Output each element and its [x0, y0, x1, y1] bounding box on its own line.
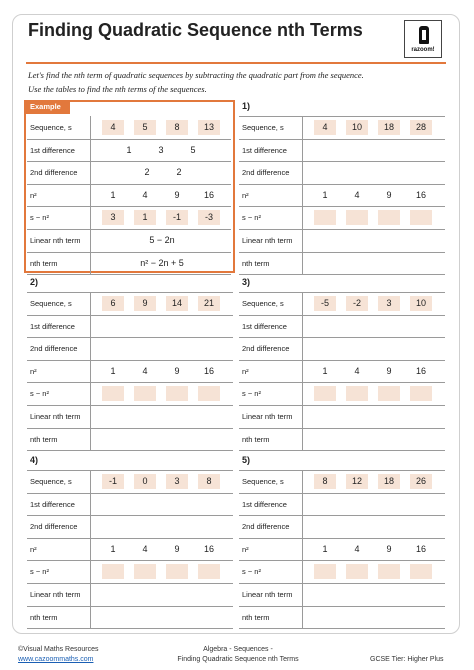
question-2-n-squared-cell: 16: [203, 365, 214, 376]
example-first-diff-value: 1: [126, 144, 132, 155]
question-5-row-divider: [239, 606, 445, 607]
example-sequence-cell: 13: [198, 120, 220, 135]
footer-topic-line1: Algebra - Sequences -: [203, 646, 273, 653]
example-row-divider: [27, 161, 231, 162]
question-2-row-divider: [27, 360, 233, 361]
question-4-s-minus-n-squared-answer-box[interactable]: [198, 564, 220, 579]
question-4-row-label-linear: Linear nth term: [30, 590, 81, 599]
question-4-row-divider: [27, 583, 233, 584]
question-1-n-squared-cell: 9: [386, 189, 392, 200]
footer-copyright: ©Visual Maths Resources: [18, 646, 99, 653]
intro-line-2: Use the tables to find the nth terms of the sequences.: [28, 84, 207, 94]
question-5-row-divider: [239, 470, 445, 471]
question-3-row-divider: [239, 360, 445, 361]
example-second-diff-value: 2: [176, 167, 182, 178]
question-3-s-minus-n-squared-answer-box[interactable]: [314, 386, 336, 401]
question-4-row-divider: [27, 515, 233, 516]
question-3-row-divider: [239, 337, 445, 338]
example-first-diff-value: 5: [190, 144, 196, 155]
footer-topic-line2: Finding Quadratic Sequence nth Terms: [177, 656, 299, 663]
question-4-row-label-s_minus_n2: s − n²: [30, 567, 49, 577]
question-3-row-divider: [239, 405, 445, 406]
question-1-row-label-sequence: Sequence, s: [242, 123, 284, 132]
question-3-n-squared-cell: 4: [354, 365, 360, 376]
question-1-row-divider: [239, 229, 445, 230]
question-3-row-divider: [239, 428, 445, 429]
question-2-row-divider: [27, 315, 233, 316]
question-1-s-minus-n-squared-answer-box[interactable]: [346, 210, 368, 225]
example-s-minus-n-squared-cell: -3: [198, 210, 220, 225]
example-s-minus-n-squared-cell: 3: [102, 210, 124, 225]
question-5-s-minus-n-squared-answer-box[interactable]: [346, 564, 368, 579]
question-4-s-minus-n-squared-answer-box[interactable]: [102, 564, 124, 579]
question-1-row-divider: [239, 116, 445, 117]
example-row-label-s_minus_n2: s − n²: [30, 213, 49, 223]
question-2-column-divider: [90, 292, 91, 450]
question-2-n-squared-cell: 4: [142, 365, 148, 376]
question-2-s-minus-n-squared-answer-box[interactable]: [102, 386, 124, 401]
question-2-sequence-cell: 9: [134, 296, 156, 311]
question-1-sequence-cell: 4: [314, 120, 336, 135]
question-4-row-label-nth: nth term: [30, 612, 58, 622]
example-sequence-cell: 8: [166, 120, 188, 135]
example-row-divider: [27, 229, 231, 230]
question-2-row-divider: [27, 337, 233, 338]
question-3-row-label-s_minus_n2: s − n²: [242, 389, 261, 399]
question-5-row-divider: [239, 583, 445, 584]
question-3-row-divider: [239, 450, 445, 451]
question-1-sequence-cell: 18: [378, 120, 400, 135]
question-1-row-label-second_diff: 2nd difference: [242, 168, 290, 178]
example-row-divider: [27, 274, 231, 275]
question-5-s-minus-n-squared-answer-box[interactable]: [410, 564, 432, 579]
question-2-sequence-cell: 6: [102, 296, 124, 311]
example-tag: Example: [24, 100, 70, 114]
question-5-s-minus-n-squared-answer-box[interactable]: [314, 564, 336, 579]
question-3-row-label-second_diff: 2nd difference: [242, 344, 290, 354]
question-5-label: 5): [242, 455, 251, 465]
question-5-row-label-nth: nth term: [242, 612, 270, 622]
question-5-sequence-cell: 18: [378, 474, 400, 489]
question-2-row-divider: [27, 382, 233, 383]
example-sequence-cell: 4: [102, 120, 124, 135]
footer-website[interactable]: [18, 656, 93, 663]
question-3-row-label-n2: n²: [242, 366, 249, 376]
question-5-row-label-sequence: Sequence, s: [242, 477, 284, 486]
question-1-n-squared-cell: 1: [322, 189, 328, 200]
question-5-column-divider: [302, 470, 303, 628]
question-1-row-divider: [239, 252, 445, 253]
question-1-column-divider: [302, 116, 303, 274]
question-4-sequence-cell: 3: [166, 474, 188, 489]
question-4-row-divider: [27, 493, 233, 494]
question-4-label: 4): [30, 455, 39, 465]
question-2-row-label-second_diff: 2nd difference: [30, 344, 78, 354]
question-1-s-minus-n-squared-answer-box[interactable]: [410, 210, 432, 225]
example-row-label-nth: nth term: [30, 258, 58, 268]
question-1-n-squared-cell: 4: [354, 189, 360, 200]
question-4-s-minus-n-squared-answer-box[interactable]: [134, 564, 156, 579]
question-4-n-squared-cell: 4: [142, 543, 148, 554]
question-3-row-divider: [239, 382, 445, 383]
question-1-s-minus-n-squared-answer-box[interactable]: [314, 210, 336, 225]
example-s-minus-n-squared-cell: 1: [134, 210, 156, 225]
question-1-row-divider: [239, 139, 445, 140]
question-3-sequence-cell: 10: [410, 296, 432, 311]
question-5-sequence-cell: 26: [410, 474, 432, 489]
question-2-label: 2): [30, 277, 39, 287]
question-1-sequence-cell: 28: [410, 120, 432, 135]
example-row-label-second_diff: 2nd difference: [30, 168, 78, 178]
example-row-label-linear: Linear nth term: [30, 236, 81, 245]
example-row-divider: [27, 139, 231, 140]
question-5-n-squared-cell: 16: [415, 543, 426, 554]
question-3-s-minus-n-squared-answer-box[interactable]: [378, 386, 400, 401]
question-3-row-label-first_diff: 1st difference: [242, 321, 287, 331]
example-linear-term: 5 − 2n: [149, 235, 175, 245]
question-2-row-label-sequence: Sequence, s: [30, 299, 72, 308]
question-4-row-divider: [27, 628, 233, 629]
example-row-label-first_diff: 1st difference: [30, 145, 75, 155]
footer-tier: GCSE Tier: Higher Plus: [370, 656, 444, 663]
question-3-s-minus-n-squared-answer-box[interactable]: [346, 386, 368, 401]
question-1-row-divider: [239, 161, 445, 162]
question-4-row-divider: [27, 538, 233, 539]
question-1-row-label-first_diff: 1st difference: [242, 145, 287, 155]
question-4-row-divider: [27, 606, 233, 607]
question-2-sequence-cell: 14: [166, 296, 188, 311]
question-5-row-divider: [239, 515, 445, 516]
example-n-squared-cell: 4: [142, 189, 148, 200]
question-1-sequence-cell: 10: [346, 120, 368, 135]
question-1-row-label-n2: n²: [242, 190, 249, 200]
question-4-n-squared-cell: 1: [110, 543, 116, 554]
question-5-row-label-s_minus_n2: s − n²: [242, 567, 261, 577]
question-3-sequence-cell: -5: [314, 296, 336, 311]
example-nth-term: n² − 2n + 5: [140, 257, 184, 268]
example-sequence-cell: 5: [134, 120, 156, 135]
question-2-row-divider: [27, 428, 233, 429]
question-1-label: 1): [242, 101, 251, 111]
question-2-row-label-n2: n²: [30, 366, 37, 376]
question-2-row-label-linear: Linear nth term: [30, 412, 81, 421]
question-4-row-label-n2: n²: [30, 544, 37, 554]
question-1-row-label-nth: nth term: [242, 258, 270, 268]
question-2-row-divider: [27, 405, 233, 406]
question-3-label: 3): [242, 277, 251, 287]
example-second-diff-value: 2: [144, 167, 150, 178]
question-3-n-squared-cell: 16: [415, 365, 426, 376]
question-5-row-label-n2: n²: [242, 544, 249, 554]
question-5-n-squared-cell: 9: [386, 543, 392, 554]
example-row-label-sequence: Sequence, s: [30, 123, 72, 132]
website-link[interactable]: www.cazoommaths.com: [18, 656, 94, 663]
question-3-row-label-linear: Linear nth term: [242, 412, 293, 421]
question-4-sequence-cell: 8: [198, 474, 220, 489]
question-4-n-squared-cell: 16: [203, 543, 214, 554]
question-5-sequence-cell: 8: [314, 474, 336, 489]
question-4-row-divider: [27, 560, 233, 561]
question-3-s-minus-n-squared-answer-box[interactable]: [410, 386, 432, 401]
question-2-s-minus-n-squared-answer-box[interactable]: [166, 386, 188, 401]
question-1-row-label-s_minus_n2: s − n²: [242, 213, 261, 223]
intro-line-1: Let's find the nth term of quadratic sequences by subtracting the quadratic part from the sequence.: [28, 70, 364, 80]
question-3-sequence-cell: -2: [346, 296, 368, 311]
logo-mark-icon: [419, 26, 429, 44]
question-3-row-label-nth: nth term: [242, 434, 270, 444]
question-3-row-divider: [239, 292, 445, 293]
question-2-row-divider: [27, 450, 233, 451]
question-5-row-divider: [239, 493, 445, 494]
question-3-n-squared-cell: 9: [386, 365, 392, 376]
question-2-row-label-nth: nth term: [30, 434, 58, 444]
question-2-sequence-cell: 21: [198, 296, 220, 311]
question-5-s-minus-n-squared-answer-box[interactable]: [378, 564, 400, 579]
example-row-divider: [27, 206, 231, 207]
question-4-sequence-cell: 0: [134, 474, 156, 489]
question-4-row-label-first_diff: 1st difference: [30, 499, 75, 509]
question-1-row-divider: [239, 274, 445, 275]
question-2-n-squared-cell: 9: [174, 365, 180, 376]
question-5-row-divider: [239, 560, 445, 561]
question-5-row-label-linear: Linear nth term: [242, 590, 293, 599]
question-2-row-divider: [27, 292, 233, 293]
question-3-n-squared-cell: 1: [322, 365, 328, 376]
question-1-row-divider: [239, 184, 445, 185]
question-5-row-label-second_diff: 2nd difference: [242, 522, 290, 532]
question-4-n-squared-cell: 9: [174, 543, 180, 554]
question-4-row-divider: [27, 470, 233, 471]
question-5-n-squared-cell: 1: [322, 543, 328, 554]
question-3-row-label-sequence: Sequence, s: [242, 299, 284, 308]
logo-text: razoom!: [411, 47, 435, 53]
example-n-squared-cell: 1: [110, 189, 116, 200]
example-row-divider: [27, 252, 231, 253]
cazoom-logo: [404, 20, 442, 58]
question-1-row-divider: [239, 206, 445, 207]
question-4-s-minus-n-squared-answer-box[interactable]: [166, 564, 188, 579]
question-4-row-label-sequence: Sequence, s: [30, 477, 72, 486]
question-5-row-label-first_diff: 1st difference: [242, 499, 287, 509]
question-5-sequence-cell: 12: [346, 474, 368, 489]
question-2-row-label-s_minus_n2: s − n²: [30, 389, 49, 399]
question-1-row-label-linear: Linear nth term: [242, 236, 293, 245]
question-5-row-divider: [239, 628, 445, 629]
example-row-label-n2: n²: [30, 190, 37, 200]
question-5-n-squared-cell: 4: [354, 543, 360, 554]
example-n-squared-cell: 16: [203, 189, 214, 200]
question-5-row-divider: [239, 538, 445, 539]
question-2-s-minus-n-squared-answer-box[interactable]: [134, 386, 156, 401]
example-first-diff-value: 3: [158, 144, 164, 155]
example-row-divider: [27, 184, 231, 185]
question-2-n-squared-cell: 1: [110, 365, 116, 376]
question-1-n-squared-cell: 16: [415, 189, 426, 200]
question-1-s-minus-n-squared-answer-box[interactable]: [378, 210, 400, 225]
question-4-column-divider: [90, 470, 91, 628]
example-column-divider: [90, 116, 91, 274]
example-n-squared-cell: 9: [174, 189, 180, 200]
question-2-s-minus-n-squared-answer-box[interactable]: [198, 386, 220, 401]
question-4-sequence-cell: -1: [102, 474, 124, 489]
title-divider: [26, 62, 446, 64]
example-s-minus-n-squared-cell: -1: [166, 210, 188, 225]
question-3-column-divider: [302, 292, 303, 450]
question-4-row-label-second_diff: 2nd difference: [30, 522, 78, 532]
question-2-row-label-first_diff: 1st difference: [30, 321, 75, 331]
page-title: Finding Quadratic Sequence nth Terms: [28, 20, 363, 40]
question-3-sequence-cell: 3: [378, 296, 400, 311]
question-3-row-divider: [239, 315, 445, 316]
